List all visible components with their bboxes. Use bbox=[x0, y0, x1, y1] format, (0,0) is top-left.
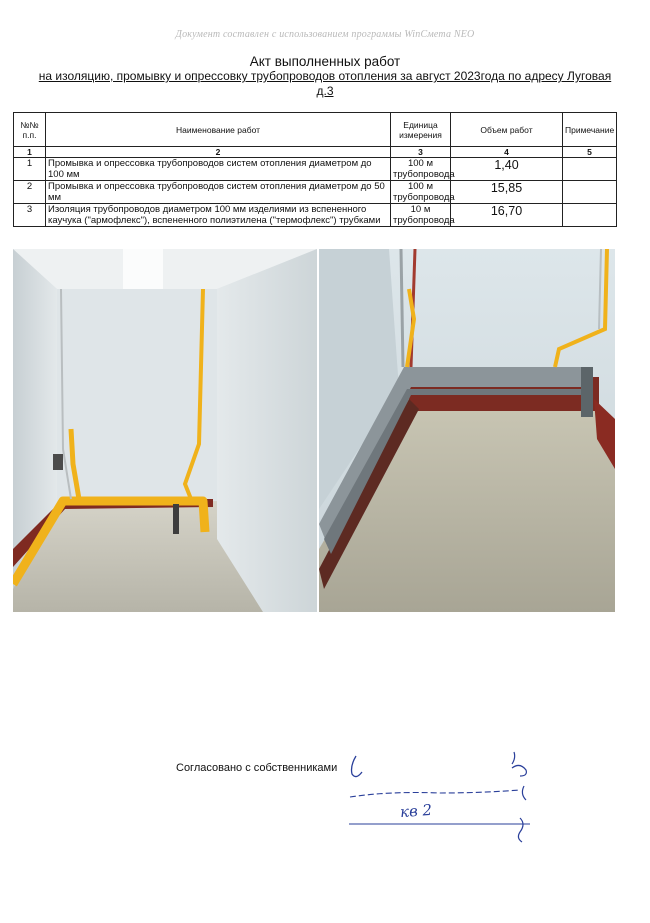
photo-yellow-pipes bbox=[13, 249, 317, 612]
column-number: 4 bbox=[451, 147, 563, 158]
column-number: 5 bbox=[563, 147, 617, 158]
works-table bbox=[13, 112, 617, 227]
row-unit: 100 м трубопровода bbox=[391, 158, 451, 181]
header-note: Примечание bbox=[563, 113, 617, 147]
row-work-name: Промывка и опрессовка трубопроводов систем отопления диаметром до 50 мм bbox=[46, 181, 391, 204]
row-unit: 10 м трубопровода bbox=[391, 204, 451, 227]
row-note bbox=[563, 158, 617, 181]
header-name: Наименование работ bbox=[46, 113, 391, 147]
row-volume: 1,40 bbox=[451, 158, 563, 181]
header-volume: Объем работ bbox=[451, 113, 563, 147]
row-work-name: Промывка и опрессовка трубопроводов систем отопления диаметром до 100 мм bbox=[46, 158, 391, 181]
row-work-name: Изоляция трубопроводов диаметром 100 мм изделиями из вспененного каучука ("армофлекс"), вспененного полиэтилена ("термофлекс") трубками bbox=[46, 204, 391, 227]
header-number: №№ п.п. bbox=[14, 113, 46, 147]
document-subtitle: на изоляцию, промывку и опрессовку трубопроводов отопления за август 2023года по адресу Луговая д.3 bbox=[38, 69, 612, 98]
row-number: 2 bbox=[14, 181, 46, 204]
column-number: 2 bbox=[46, 147, 391, 158]
row-unit: 100 м трубопровода bbox=[391, 181, 451, 204]
table-row bbox=[14, 158, 617, 181]
header-unit: Единица измерения bbox=[391, 113, 451, 147]
row-number: 3 bbox=[14, 204, 46, 227]
column-number-row bbox=[14, 147, 617, 158]
row-note bbox=[563, 204, 617, 227]
document-title: Акт выполненных работ bbox=[249, 54, 401, 69]
table-row bbox=[14, 181, 617, 204]
column-number: 3 bbox=[391, 147, 451, 158]
watermark: Документ составлен с использованием программы WinСмета NEO bbox=[175, 29, 475, 40]
agreed-label: Согласовано с собственниками bbox=[176, 762, 338, 774]
row-volume: 15,85 bbox=[451, 181, 563, 204]
photo-grey-pipes bbox=[319, 249, 615, 612]
handwritten-note: кв 2 bbox=[399, 800, 433, 822]
row-number: 1 bbox=[14, 158, 46, 181]
column-number: 1 bbox=[14, 147, 46, 158]
row-volume: 16,70 bbox=[451, 204, 563, 227]
table-header-row bbox=[14, 113, 617, 147]
table-row bbox=[14, 204, 617, 227]
row-note bbox=[563, 181, 617, 204]
